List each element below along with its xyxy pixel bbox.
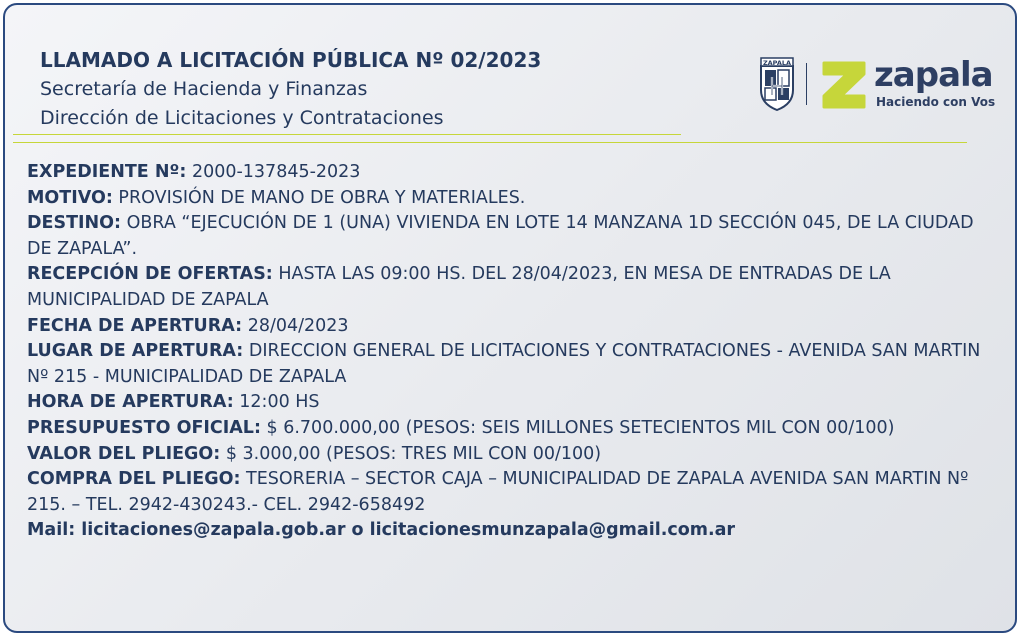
field-lugar-apertura xyxy=(27,339,1002,390)
header-divider-long xyxy=(13,142,967,143)
field-label: DESTINO: xyxy=(27,213,122,234)
field-mail xyxy=(27,518,1002,544)
field-label: PRESUPUESTO OFICIAL: xyxy=(27,417,261,438)
field-label: LUGAR DE APERTURA: xyxy=(27,341,244,362)
field-value: 12:00 HS xyxy=(233,392,320,413)
shield-text: ZAPALA xyxy=(762,59,792,67)
field-valor-pliego xyxy=(27,442,1002,468)
field-label: EXPEDIENTE Nº: xyxy=(27,162,187,182)
logo-separator xyxy=(806,63,807,105)
contact-emails: Mail: licitaciones@zapala.gob.ar o licitacionesmunzapala@gmail.com.ar xyxy=(27,520,736,541)
notice-title: LLAMADO A LICITACIÓN PÚBLICA Nº 02/2023 xyxy=(40,48,542,72)
brand-name: zapala xyxy=(874,55,993,95)
header-divider-short xyxy=(13,134,681,135)
tender-notice-card xyxy=(3,3,1017,633)
secretaria-subtitle: Secretaría de Hacienda y Finanzas xyxy=(40,78,368,100)
field-value: PROVISIÓN DE MANO DE OBRA Y MATERIALES. xyxy=(112,187,526,208)
brand-slogan: Haciendo con Vos xyxy=(876,95,996,109)
municipal-logo xyxy=(758,57,998,117)
direccion-subtitle: Dirección de Licitaciones y Contrataciones xyxy=(40,107,444,129)
zapala-z-logo-icon xyxy=(820,59,868,111)
field-value: TESORERIA – SECTOR CAJA – MUNICIPALIDAD DE ZAPALA AVENIDA SAN MARTIN Nº 215. – TEL. 2942-430243.- CEL. 2942-658492 xyxy=(27,469,969,515)
field-label: FECHA DE APERTURA: xyxy=(27,315,243,336)
field-hora-apertura xyxy=(27,390,1002,416)
notice-body xyxy=(27,160,1002,544)
field-value: $ 3.000,00 (PESOS: TRES MIL CON 00/100) xyxy=(220,443,602,464)
field-label: MOTIVO: xyxy=(27,187,113,208)
field-label: COMPRA DEL PLIEGO: xyxy=(27,469,241,490)
field-value: DIRECCION GENERAL DE LICITACIONES Y CONTRATACIONES - AVENIDA SAN MARTIN Nº 215 - MUNICIPALIDAD DE ZAPALA xyxy=(27,341,981,387)
field-destino xyxy=(27,211,1002,262)
field-value: 28/04/2023 xyxy=(242,315,349,336)
field-label: RECEPCIÓN DE OFERTAS: xyxy=(27,264,273,285)
municipal-shield-icon xyxy=(758,57,796,111)
field-motivo xyxy=(27,186,1002,212)
field-value: 2000-137845-2023 xyxy=(186,162,361,182)
field-value: HASTA LAS 09:00 HS. DEL 28/04/2023, EN MESA DE ENTRADAS DE LA MUNICIPALIDAD DE ZAPALA xyxy=(27,264,891,310)
field-fecha-apertura xyxy=(27,314,1002,340)
field-recepcion xyxy=(27,262,1002,313)
field-expediente xyxy=(27,160,1002,186)
field-label: VALOR DEL PLIEGO: xyxy=(27,443,221,464)
field-compra-pliego xyxy=(27,467,1002,518)
field-value: $ 6.700.000,00 (PESOS: SEIS MILLONES SETECIENTOS MIL CON 00/100) xyxy=(260,417,895,438)
field-value: OBRA “EJECUCIÓN DE 1 (UNA) VIVIENDA EN LOTE 14 MANZANA 1D SECCIÓN 045, DE LA CIUDAD DE ZAPALA”. xyxy=(27,213,974,259)
field-label: HORA DE APERTURA: xyxy=(27,392,234,413)
field-presupuesto xyxy=(27,416,1002,442)
header xyxy=(40,45,541,133)
